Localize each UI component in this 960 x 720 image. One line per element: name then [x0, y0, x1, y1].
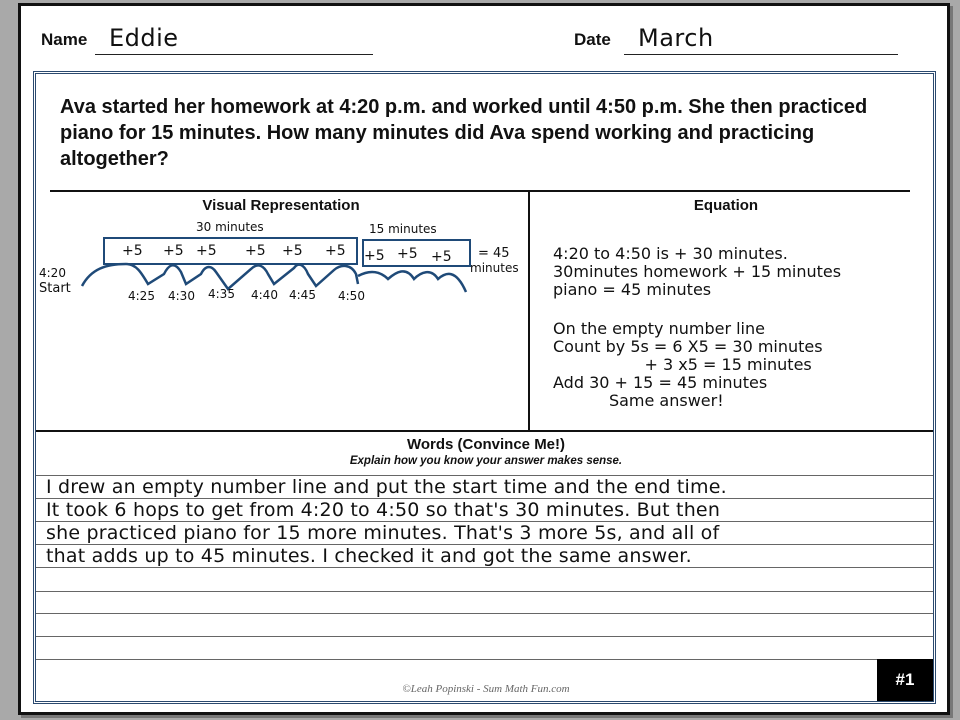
equation-line: 30minutes homework + 15 minutes: [553, 262, 842, 281]
equation-line: Same answer!: [553, 391, 724, 410]
equation-line: piano = 45 minutes: [553, 280, 712, 299]
equation-title: Equation: [693, 197, 759, 214]
total-value: = 45: [478, 246, 510, 261]
jump-label: +5: [364, 248, 385, 264]
answer-line: I drew an empty number line and put the start time and the end time.: [46, 476, 727, 498]
ruled-line: [36, 613, 933, 614]
jump-label: +5: [431, 249, 452, 265]
copyright-text: ©Leah Popinski - Sum Math Fun.com: [402, 683, 570, 695]
words-subtitle: Explain how you know your answer makes sense.: [349, 455, 623, 467]
visual-title: Visual Representation: [202, 197, 360, 214]
question-text: Ava started her homework at 4:20 p.m. and worked until 4:50 p.m. She then practiced piano for 15 minutes. How many minutes did Ava spend working and practicing altogether?: [60, 96, 868, 170]
date-field[interactable]: [624, 24, 898, 55]
problem-frame: [33, 71, 936, 704]
name-value: Eddie: [109, 24, 179, 52]
ruled-line: [36, 567, 933, 568]
date-value: March: [638, 24, 714, 52]
tick-label: 4:40: [251, 288, 278, 302]
date-label: Date: [574, 30, 611, 49]
jump-label: +5: [245, 243, 266, 259]
tick-label: 4:25: [128, 289, 155, 303]
equation-line: + 3 x5 = 15 minutes: [553, 355, 812, 374]
words-title: Words (Convince Me!): [406, 436, 566, 453]
equation-line: Count by 5s = 6 X5 = 30 minutes: [553, 337, 823, 356]
group1-label: 30 minutes: [196, 220, 264, 234]
equation-line: Add 30 + 15 = 45 minutes: [553, 373, 768, 392]
total-unit: minutes: [470, 261, 519, 275]
tick-label: 4:50: [338, 289, 365, 303]
start-label: Start: [39, 281, 71, 296]
equation-line: 4:20 to 4:50 is + 30 minutes.: [553, 244, 788, 263]
name-label: Name: [41, 30, 88, 49]
jump-label: +5: [282, 243, 303, 259]
problem-number-badge: #1: [877, 659, 933, 701]
jump-label: +5: [325, 243, 346, 259]
ruled-line: [36, 591, 933, 592]
divider: [36, 430, 933, 432]
answer-line: she practiced piano for 15 more minutes. That's 3 more 5s, and all of: [46, 522, 720, 544]
ruled-line: [36, 659, 933, 660]
tick-label: 4:35: [208, 287, 235, 301]
number-line-jumps: [36, 224, 526, 304]
jump-label: +5: [397, 246, 418, 262]
name-field[interactable]: [95, 24, 373, 55]
divider: [50, 190, 910, 192]
group2-label: 15 minutes: [369, 222, 437, 236]
tick-label: 4:45: [289, 288, 316, 302]
jump-label: +5: [122, 243, 143, 259]
answer-line: It took 6 hops to get from 4:20 to 4:50 so that's 30 minutes. But then: [46, 499, 721, 521]
jump-label: +5: [163, 243, 184, 259]
start-time: 4:20: [39, 266, 66, 280]
jump-label: +5: [196, 243, 217, 259]
answer-line: that adds up to 45 minutes. I checked it and got the same answer.: [46, 545, 692, 567]
equation-line: On the empty number line: [553, 319, 765, 338]
worksheet-page: [18, 3, 950, 715]
tick-label: 4:30: [168, 289, 195, 303]
ruled-line: [36, 636, 933, 637]
divider: [528, 190, 530, 430]
